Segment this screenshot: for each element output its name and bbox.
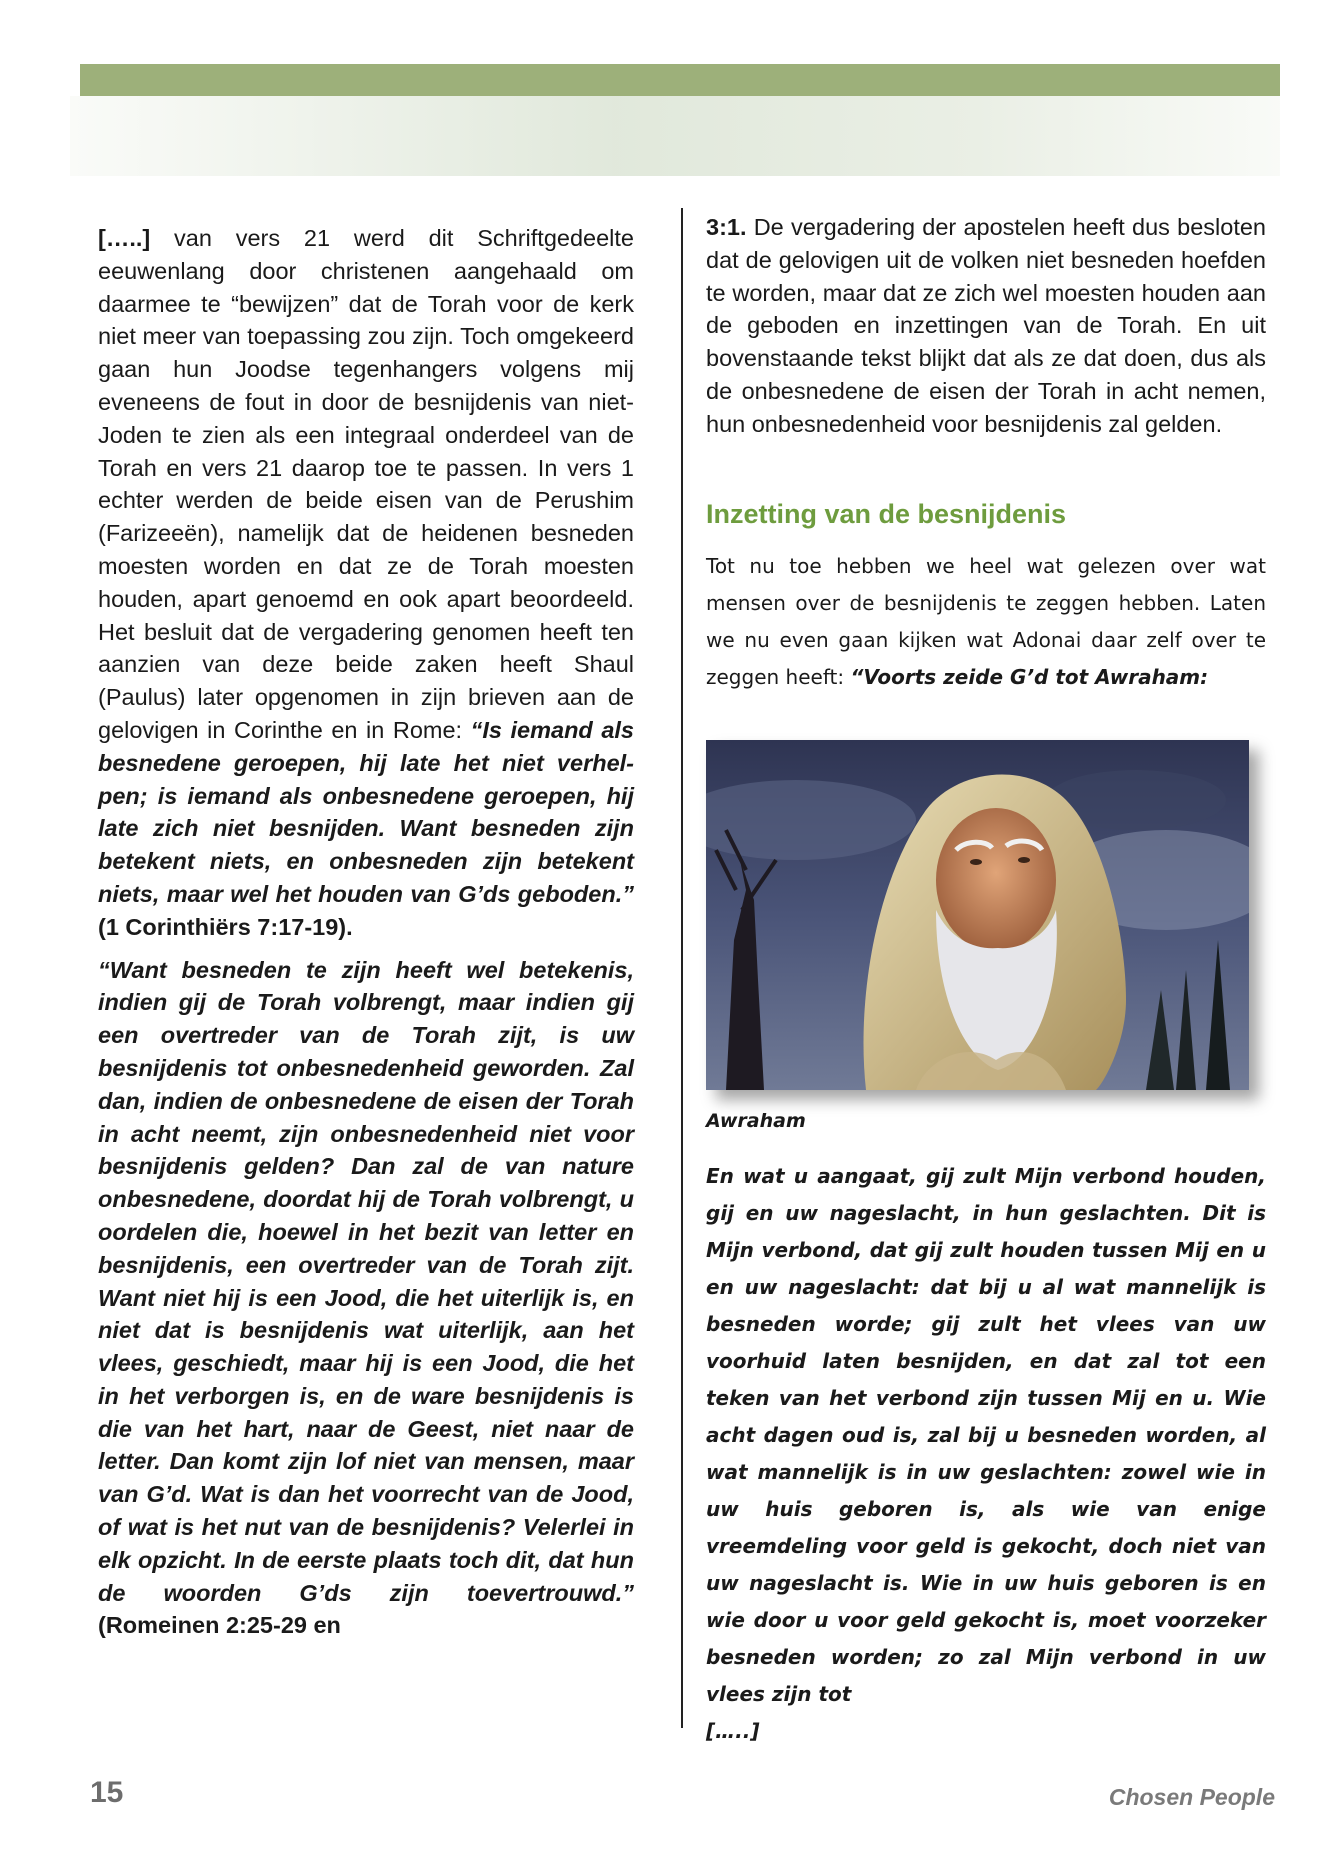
body-text: De vergadering der apostelen heeft dus besloten dat de gelovigen uit de volken niet besneden hoefden te worden, maar dat ze zich wel moesten houden aan de geboden en inzettingen van de Torah. En uit bovenstaande tekst blijkt dat als ze dat doen, dus als de onbesnedene de eisen der Torah in acht nemen, hun onbesnedenheid voor besnijdenis zal gelden. [706, 214, 1266, 437]
header-decoration [70, 96, 1280, 176]
scripture-quote: En wat u aangaat, gij zult Mijn verbond houden, gij en uw nageslacht, in hun geslachten. Dit is Mijn verbond, dat gij zult houden tussen Mij en u en uw nageslacht: dat bij u al wat mannelijk is besneden worde; gij zult het vlees van uw voorhuid laten besnijden, en dat zal tot een teken van het verbond zijn tussen Mij en u. Wie acht dagen oud is, zal bij u besneden worden, al wat mannelijk is in uw geslachten: zowel wie in uw huis geboren is, als wie van enige vreemdeling voor geld is gekocht, doch niet van uw nageslacht is. Wie in uw huis geboren is en wie door u voor geld gekocht is, moet voorzeker besneden worden; zo zal Mijn verbond in uw vlees zijn tot [706, 1163, 1266, 1706]
scripture-reference: (1 Corinthiërs 7:17-19). [98, 913, 353, 940]
body-text: Tot nu toe hebben we heel wat gelezen over wat mensen over de besnijdenis te zeggen hebben. Laten we nu even gaan kijken wat Adonai daar zelf over te zeggen heeft: [706, 553, 1266, 689]
right-column [706, 211, 1266, 1750]
header-band [80, 64, 1280, 96]
publication-title: Chosen People [1108, 1784, 1275, 1810]
painting-illustration [706, 740, 1249, 1090]
body-text: van vers 21 werd dit Schriftgedeelte eeuwenlang door christenen aangehaald om daarmee te “bewijzen” dat de Torah voor de kerk niet meer van toepassing zou zijn. Toch omgekeerd gaan hun Joodse tegenhangers volgens mij eveneens de fout in door de besnijdenis van niet-Joden te zien als een integraal onderdeel van de Torah en vers 21 daarop toe te passen. In vers 1 echter werden de beide eisen van de Perushim (Farizeeën), namelijk dat de heidenen besneden moesten worden en dat ze de Torah moesten houden, apart genoemd en ook apart beoordeeld. Het besluit dat de vergadering genomen heeft ten aanzien van deze beide zaken heeft Shaul (Paulus) later opgenomen in zijn brieven aan de gelovigen in Corinthe en in Rome: [98, 225, 634, 743]
scripture-quote: “Voorts zeide G’d tot Awraham: [850, 664, 1209, 689]
scripture-quote: “Want besneden te zijn heeft wel betekenis, indien gij de Torah volbrengt, maar indien gij een overtreder van de Torah zijt, is uw besnijdenis tot onbesnedenheid geworden. Zal dan, indien de onbesnedene de eisen der Torah in acht neemt, zijn onbesnedenheid niet voor besnijdenis gelden? Dan zal de van nature onbesnedene, doordat hij de Torah volbrengt, u oordelen die, hoewel in het bezit van letter en besnijdenis, een overtreder van de Torah zijt. Want niet hij is een Jood, die het uiterlijk is, en niet dat is besnijdenis wat uiterlijk, aan het vlees, geschiedt, maar hij is een Jood, die het in het verborgen is, en de ware besnijdenis is die van het hart, naar de Geest, niet naar de letter. Dan komt zijn lof niet van mensen, maar van G’d. Wat is dan het voorrecht van de Jood, of wat is het nut van de besnijdenis? Velerlei in elk opzicht. In de eerste plaats toch dit, dat hun de woorden G’ds zijn toevertrouwd.” [98, 956, 634, 1606]
scripture-reference: (Romeinen 2:25-29 en [98, 1612, 341, 1639]
ellipsis-marker: […..] [706, 1718, 760, 1743]
left-paragraph-2 [98, 954, 634, 1643]
ellipsis-marker: […..] [98, 225, 151, 251]
right-paragraph-2 [706, 548, 1266, 696]
column-divider [681, 208, 683, 1728]
image-caption: Awraham [706, 1109, 806, 1132]
section-heading: Inzetting van de besnijdenis [706, 498, 1067, 529]
scripture-quote: “Is iemand als besnedene geroepen, hij late het niet verhelpen; is iemand als onbesnedene geroepen, hij late zich niet besnijden. Want besneden zijn betekent niets, en onbesneden zijn betekent niets, maar wel het houden van G’ds geboden.” [98, 716, 634, 907]
right-paragraph-1 [706, 211, 1266, 441]
page-number: 15 [90, 1776, 124, 1809]
awraham-painting [706, 740, 1249, 1090]
left-column [98, 222, 634, 1642]
right-paragraph-3 [706, 1158, 1266, 1750]
left-paragraph-1 [98, 222, 634, 944]
scripture-reference: 3:1. [706, 214, 747, 240]
